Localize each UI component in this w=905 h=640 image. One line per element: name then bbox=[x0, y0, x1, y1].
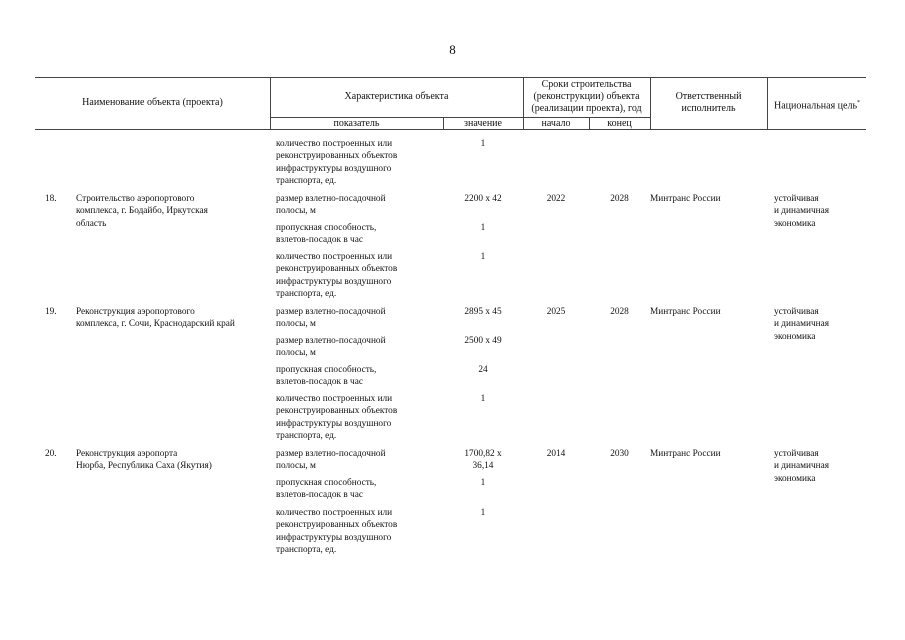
indicator-value: 24 bbox=[478, 365, 488, 375]
indicator-value: 1700,82 х 36,14 bbox=[464, 449, 502, 472]
footnote-mark: * bbox=[857, 100, 861, 106]
table-top-rule bbox=[35, 77, 866, 78]
header-characteristic: Характеристика объекта bbox=[344, 91, 449, 102]
header-name: Наименование объекта (проекта) bbox=[82, 97, 223, 108]
indicator-label: пропускная способность, взлетов-посадок в час bbox=[276, 365, 377, 388]
indicator-value: 1 bbox=[480, 223, 486, 233]
header-goal-label: Национальная цель bbox=[773, 100, 858, 112]
indicator-label: количество построенных или реконструированных объектов инфраструктуры воздушного транспорта, ед. bbox=[276, 252, 398, 299]
indicator-value: 2895 х 45 bbox=[464, 307, 502, 317]
row-number: 18. bbox=[45, 194, 57, 204]
indicator-value: 1 bbox=[480, 478, 486, 488]
header-end: конец bbox=[607, 118, 632, 129]
executor: Минтранс России bbox=[650, 194, 721, 204]
indicator-label: количество построенных или реконструированных объектов инфраструктуры воздушного транспорта, ед. bbox=[276, 394, 398, 441]
national-goal: устойчивая и динамичная экономика bbox=[774, 194, 830, 229]
indicator-value: 1 bbox=[480, 394, 486, 404]
start-year: 2022 bbox=[546, 194, 566, 204]
indicator-label: размер взлетно-посадочной полосы, м bbox=[276, 194, 386, 217]
indicator-value: 1 bbox=[480, 508, 486, 518]
header-start: начало bbox=[541, 118, 571, 129]
end-year: 2028 bbox=[610, 307, 629, 317]
indicator-value: 1 bbox=[480, 252, 486, 262]
header-indicator: показатель bbox=[333, 118, 380, 129]
indicator-label: пропускная способность, взлетов-посадок в час bbox=[276, 478, 377, 501]
indicator-label: количество построенных или реконструированных объектов инфраструктуры воздушного транспорта, ед. bbox=[276, 139, 398, 186]
header-executor: Ответственный исполнитель bbox=[675, 91, 742, 114]
header-value: значение bbox=[464, 118, 502, 129]
indicator-value: 1 bbox=[480, 139, 486, 149]
national-goal: устойчивая и динамичная экономика bbox=[774, 307, 830, 342]
executor: Минтранс России bbox=[650, 307, 721, 317]
indicator-label: пропускная способность, взлетов-посадок в час bbox=[276, 223, 377, 246]
header-goal bbox=[767, 97, 867, 112]
indicator-label: количество построенных или реконструированных объектов инфраструктуры воздушного транспорта, ед. bbox=[276, 508, 398, 555]
row-number: 19. bbox=[45, 307, 57, 317]
object-name: Реконструкция аэропортового комплекса, г. Сочи, Краснодарский край bbox=[76, 307, 235, 330]
page-number: 8 bbox=[449, 42, 456, 57]
end-year: 2028 bbox=[610, 194, 629, 204]
indicator-value: 2500 х 49 bbox=[464, 336, 502, 346]
header-terms: Сроки строительства (реконструкции) объекта (реализации проекта), год bbox=[531, 79, 642, 114]
indicator-label: размер взлетно-посадочной полосы, м bbox=[276, 449, 386, 472]
start-year: 2025 bbox=[546, 307, 566, 317]
indicator-label: размер взлетно-посадочной полосы, м bbox=[276, 307, 386, 330]
row-number: 20. bbox=[45, 449, 57, 459]
executor: Минтранс России bbox=[650, 449, 721, 459]
end-year: 2030 bbox=[610, 449, 629, 459]
indicator-label: размер взлетно-посадочной полосы, м bbox=[276, 336, 386, 359]
start-year: 2014 bbox=[546, 449, 566, 459]
indicator-value: 2200 х 42 bbox=[464, 194, 502, 204]
object-name: Реконструкция аэропорта Нюрба, Республика Саха (Якутия) bbox=[76, 449, 212, 472]
object-name: Строительство аэропортового комплекса, г. Бодайбо, Иркутская область bbox=[76, 194, 208, 229]
national-goal: устойчивая и динамичная экономика bbox=[774, 449, 830, 484]
